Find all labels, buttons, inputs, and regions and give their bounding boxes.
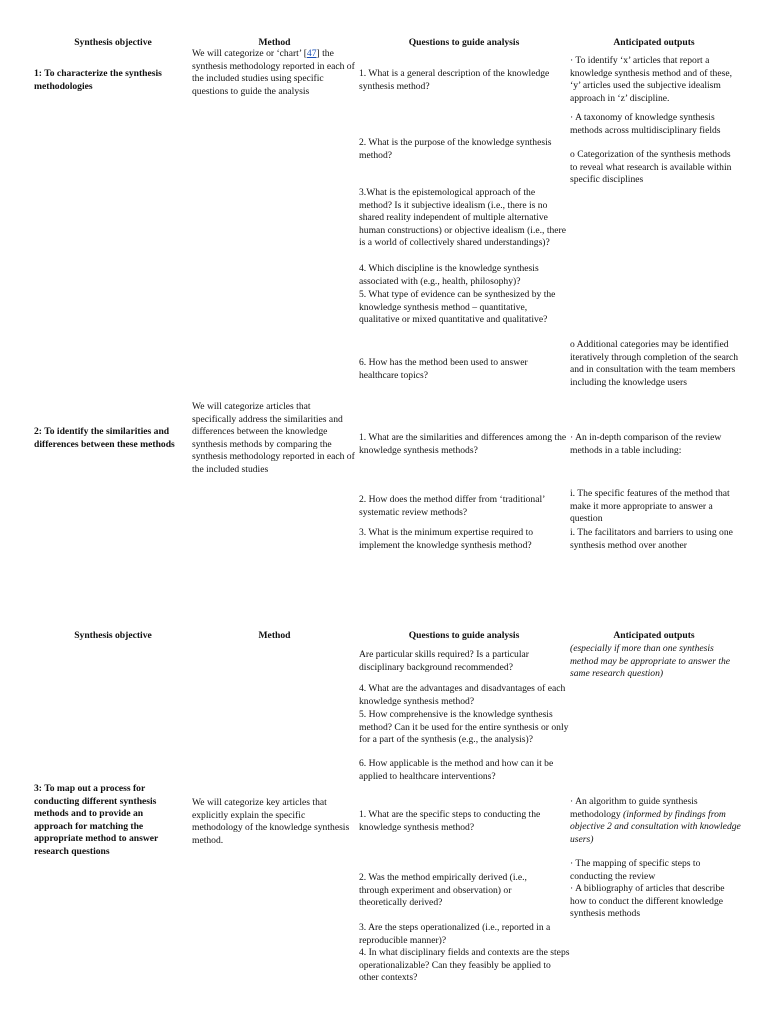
question-2-a: Are particular skills required? Is a particular disciplinary background recommended? [359,649,529,673]
method-1 [192,48,357,98]
header-outputs-1: Anticipated outputs [613,37,695,48]
output-1-3: o Categorization of the synthesis methods to reveal what research is available within specific disciplines [570,149,732,186]
question-1-1: 1. What is a general description of the knowledge synthesis method? [359,68,550,92]
header-objective-1: Synthesis objective [74,37,152,48]
objective-1: 1: To characterize the synthesis methodologies [34,68,162,92]
method-1-text-pre: We will categorize or ‘chart’ [ [192,48,307,59]
citation-link[interactable]: 47 [306,48,317,59]
question-1-3: 3.What is the epistemological approach of the method? Is it subjective idealism (i.e., there is no shared reality independent of multiple alternative human constructions) or objective idealism (i.e., there is a world of collectively shared understandings)? [359,187,567,249]
question-3-2: 2. Was the method empirically derived (i.e., through experiment and observation) or theoretically derived? [359,872,527,909]
output-1-1: · To identify ‘x’ articles that report a knowledge synthesis method and of these, ‘y’ articles used the subjective idealism approach in ‘z’ discipline. [570,55,732,104]
output-3-2: · The mapping of specific steps to conducting the review [570,858,701,882]
output-3-1-italic: (informed by findings from objective 2 and consultation with knowledge users) [570,808,741,845]
method-3: We will categorize key articles that explicitly explain the specific methodology of the knowledge synthesis method. [192,797,350,846]
question-2-6: 6. How applicable is the method and how can it be applied to healthcare interventions? [359,758,554,782]
question-3-1: 1. What are the specific steps to conducting the knowledge synthesis method? [359,809,541,833]
objective-3: 3: To map out a process for conducting different synthesis methods and to provide an approach for matching the appropriate method to answer research questions [34,783,159,857]
output-3-1 [570,796,742,846]
method-1-text-post: ] the synthesis methodology reported in each of the included studies using specific questions to guide the analysis [192,48,355,97]
header-questions-2: Questions to guide analysis [408,630,520,641]
output-3-1-text: · An algorithm to guide synthesis methodology [570,796,698,820]
question-2-3: 3. What is the minimum expertise required to implement the knowledge synthesis method? [359,527,534,551]
output-3-3: · A bibliography of articles that describe how to conduct the different knowledge synthesis methods [570,883,725,920]
output-2-2: i. The specific features of the method that make it more appropriate to answer a question [570,488,730,525]
question-1-2: 2. What is the purpose of the knowledge synthesis method? [359,137,552,161]
output-note-italic: (especially if more than one synthesis method may be appropriate to answer the same research question) [570,643,731,680]
question-3-4: 4. In what disciplinary fields and contexts are the steps operationalizable? Can they feasibly be applied to other contexts? [359,947,570,984]
header-method-1: Method [258,37,291,48]
question-2-4: 4. What are the advantages and disadvantages of each knowledge synthesis method? [359,683,566,707]
question-1-6: 6. How has the method been used to answer healthcare topics? [359,357,528,381]
output-1-2: · A taxonomy of knowledge synthesis methods across multidisciplinary fields [570,112,721,136]
question-2-1: 1. What are the similarities and differences among the knowledge synthesis methods? [359,432,567,456]
header-objective-2: Synthesis objective [74,630,152,641]
question-1-4: 4. Which discipline is the knowledge synthesis associated with (e.g., health, philosophy)? [359,263,539,287]
question-2-2: 2. How does the method differ from ‘traditional’ systematic review methods? [359,494,545,518]
question-2-5: 5. How comprehensive is the knowledge synthesis method? Can it be used for the entire synthesis or only for a part of the synthesis (e.g., the analysis)? [359,709,569,746]
output-2-3: i. The facilitators and barriers to using one synthesis method over another [570,527,733,551]
header-questions-1: Questions to guide analysis [408,37,520,48]
header-method-2: Method [258,630,291,641]
header-outputs-2: Anticipated outputs [613,630,695,641]
question-3-3: 3. Are the steps operationalized (i.e., reported in a reproducible manner)? [359,922,551,946]
method-2: We will categorize articles that specifically address the similarities and differences between the knowledge synthesis methods by comparing the synthesis methodology reported in each of the included studies [192,401,355,475]
question-1-5: 5. What type of evidence can be synthesized by the knowledge synthesis method – quantitative, qualitative or mixed quantitative and qualitative? [359,289,556,326]
objective-2: 2: To identify the similarities and differences between these methods [34,426,175,450]
output-2-1: · An in-depth comparison of the review methods in a table including: [570,432,722,456]
output-1-4: o Additional categories may be identified iteratively through completion of the search and in consultation with the team members including the knowledge users [570,339,739,388]
